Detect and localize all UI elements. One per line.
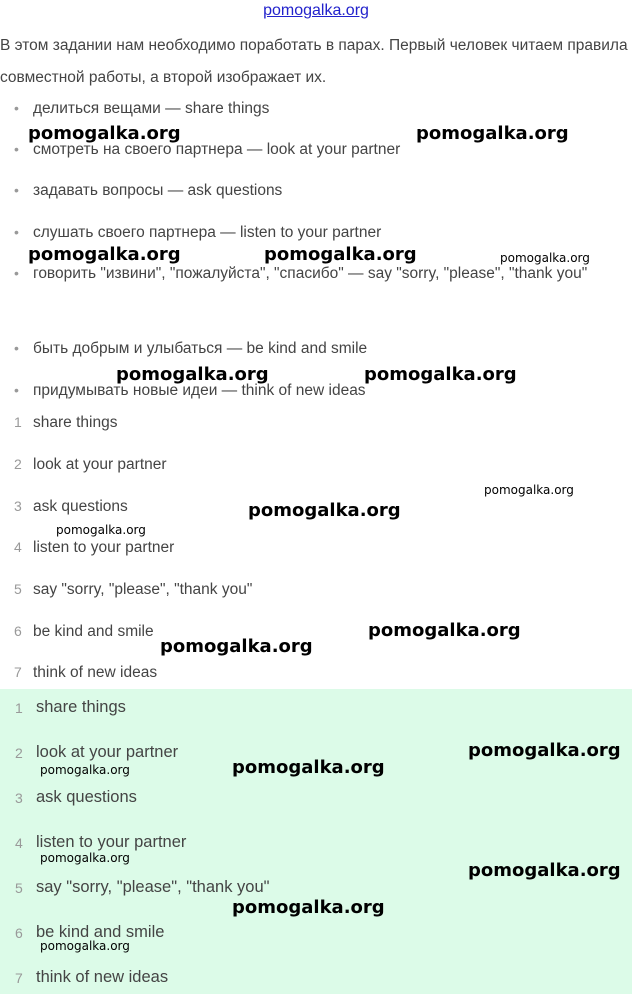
watermark: pomogalka.org	[28, 123, 181, 144]
watermark: pomogalka.org	[484, 483, 574, 497]
watermark: pomogalka.org	[500, 251, 590, 265]
bullet-dot-icon: •	[14, 100, 19, 116]
watermark: pomogalka.org	[160, 636, 313, 657]
bullet-item: • быть добрым и улыбаться — be kind and smile	[14, 332, 624, 365]
watermark: pomogalka.org	[232, 757, 385, 778]
bullet-dot-icon: •	[14, 224, 19, 240]
bullet-item: • делиться вещами — share things	[14, 92, 624, 125]
answer-block: 1 share things 2 look at your partner 3 ask questions 4 listen to your partner 5 say "sorry, "please", "thank you" 6 be kind and smile 7 think of new ideas	[0, 689, 632, 994]
watermark: pomogalka.org	[416, 123, 569, 144]
intro-paragraph: В этом задании нам необходимо поработать в парах. Первый человек читаем правила совместной работы, а второй изображает их.	[0, 37, 628, 86]
watermark: pomogalka.org	[116, 364, 269, 385]
bullet-dot-icon: •	[14, 265, 19, 281]
bullet-dot-icon: •	[14, 382, 19, 398]
bullet-dot-icon: •	[14, 141, 19, 157]
bullet-item: • придумывать новые идеи — think of new ideas	[14, 374, 624, 407]
watermark: pomogalka.org	[56, 523, 146, 537]
watermark: pomogalka.org	[40, 851, 130, 865]
bullet-item: • говорить "извини", "пожалуйста", "спасибо" — say "sorry, "please", "thank you"	[14, 257, 624, 290]
site-link[interactable]: pomogalka.org	[263, 2, 369, 19]
bullet-dot-icon: •	[14, 182, 19, 198]
bullet-dot-icon: •	[14, 340, 19, 356]
bullet-item: • задавать вопросы — ask questions	[14, 174, 624, 207]
watermark: pomogalka.org	[364, 364, 517, 385]
watermark: pomogalka.org	[40, 939, 130, 953]
bullet-item: • смотреть на своего партнера — look at your partner	[14, 133, 624, 166]
watermark: pomogalka.org	[468, 860, 621, 881]
watermark: pomogalka.org	[468, 740, 621, 761]
watermark: pomogalka.org	[40, 763, 130, 777]
bullet-item: • слушать своего партнера — listen to your partner	[14, 216, 624, 249]
watermark: pomogalka.org	[28, 244, 181, 265]
watermark: pomogalka.org	[232, 897, 385, 918]
watermark: pomogalka.org	[264, 244, 417, 265]
watermark: pomogalka.org	[368, 620, 521, 641]
watermark: pomogalka.org	[248, 500, 401, 521]
